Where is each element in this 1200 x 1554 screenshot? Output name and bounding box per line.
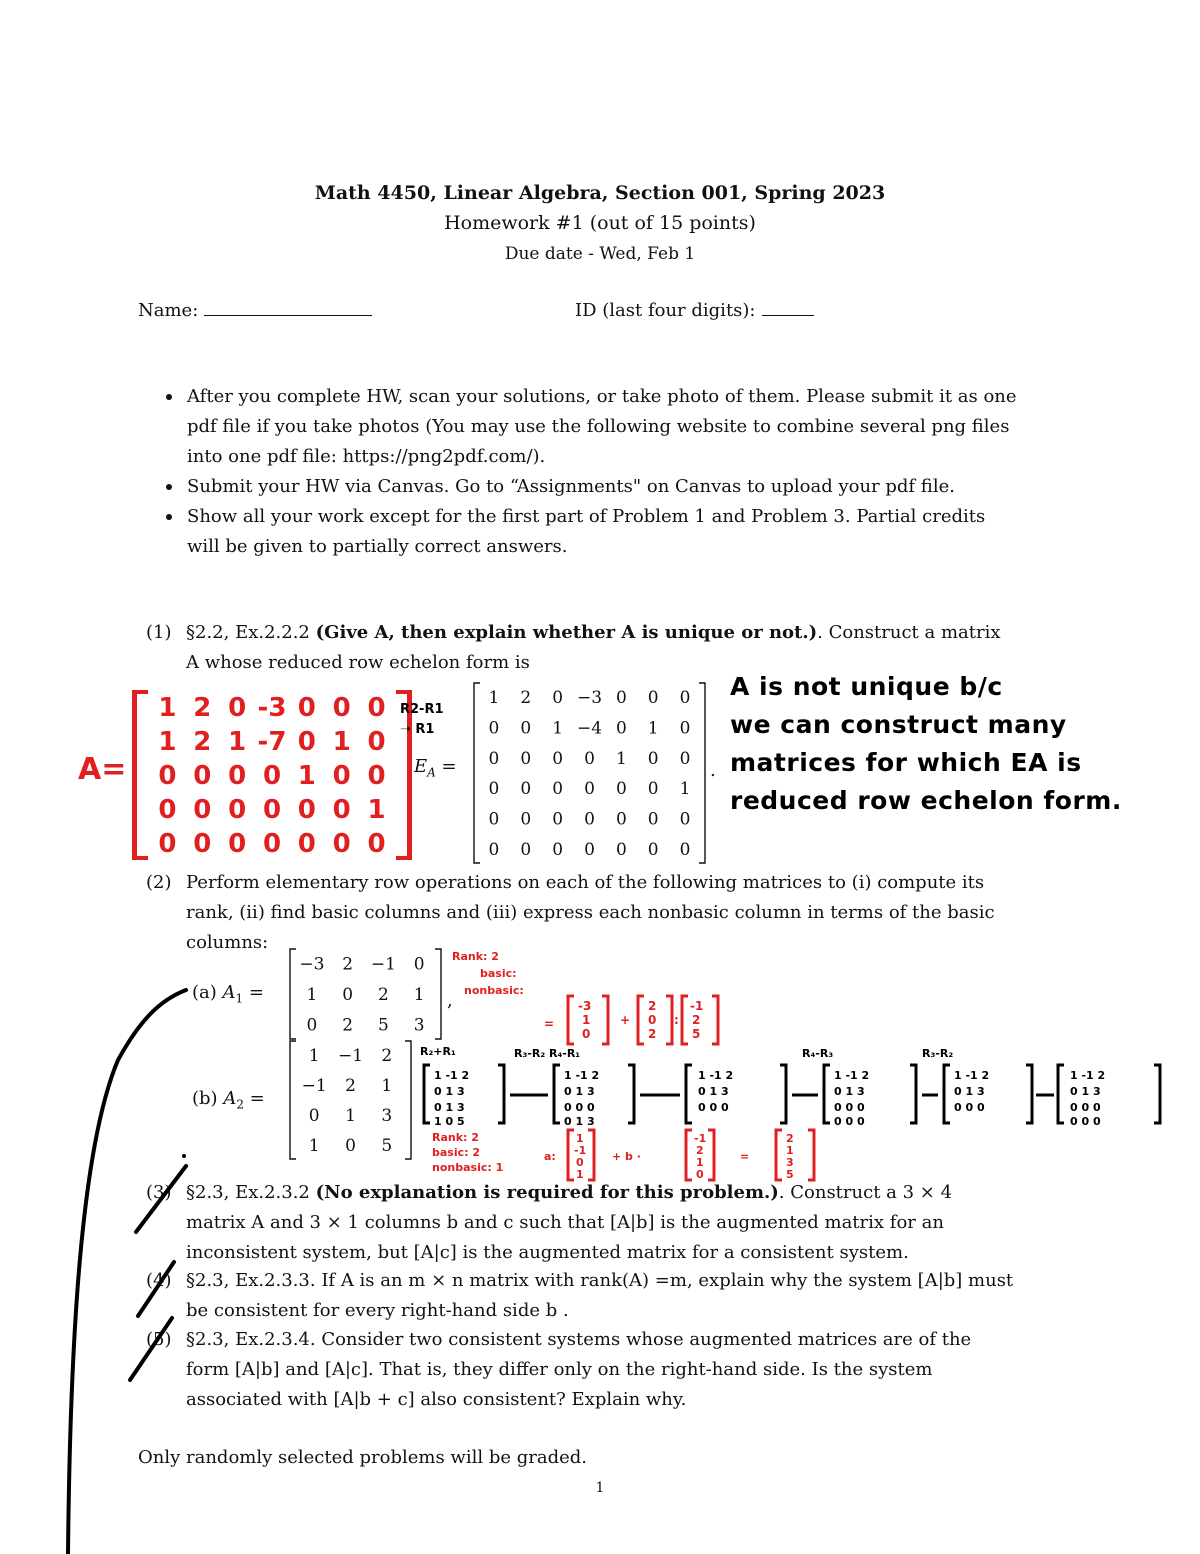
matrix-entry: -3 [257, 693, 287, 724]
matrix-entry: −3 [576, 688, 603, 709]
page-title: Math 4450, Linear Algebra, Section 001, Spring 2023 [314, 182, 886, 204]
svg-text:0 1 3: 0 1 3 [954, 1085, 985, 1098]
matrix-entry: 0 [615, 839, 627, 860]
matrix-entry: 0 [520, 779, 532, 800]
matrix-entry: 0 [679, 688, 691, 709]
matrix-entry: 0 [647, 809, 659, 830]
svg-text:+: + [620, 1013, 631, 1027]
matrix-entry: 0 [488, 779, 500, 800]
svg-text:0 0 0: 0 0 0 [954, 1101, 985, 1114]
matrix-entry: 1 [679, 779, 691, 800]
matrix-entry: 2 [520, 688, 532, 709]
problem-5: (5) §2.3, Ex.2.3.4. Consider two consistent systems whose augmented matrices are of the form [A|b] and [A|c]. That is, they differ only on the right-hand side. Is the system associated with [A|b + c] also consistent? Explain why. [146, 1329, 972, 1410]
homework-page: Math 4450, Linear Algebra, Section 001, Spring 2023 Homework #1 (out of 15 points) Due date - Wed, Feb 1 Name: ID (last four digits): After you complete HW, scan your solutions, or take photo of them. Please submit it as one pdf file if you take photos (You may use the following website to combine several png files into one pdf file: https://png2pdf.com/). Submit your HW via Canvas. Go to “Assignments" on Canvas to upload your pdf file. Show all your work except for the first part of Problem 1 and Problem 3. Partial credits will be given to partially correct answers. (1) §2.2, Ex.2.2.2 (Give A, then explain whether A is unique or not.). Construct a matrix A whose reduced row echelon form is $E_A$ = 1 2 0 −3 0 0 0 0 0 1 −4 0 1 0 0 0 0 0 1 0 0 0 0 0 0 0 0 1 0 0 0 0 0 0 0 0 0 0 0 0 0 0 . (2) Perform elementary row operations on each of the following matrices to (i) compute its rank, (ii) find basic columns and (iii) express each nonbasic column in terms of the basic columns: (a) $A_1$ = −3 2 −1 0 1 0 2 1 0 2 5 3 , (b) $A_2$ = 1 −1 2 −1 2 1 0 1 3 1 0 5 (3) §2.3, Ex.2.3.2 (No explanation is required for this problem.). Construct a 3 × 4 matrix A and 3 × 1 columns b and c such that [A|b] is the augmented matrix for an inconsistent system, but [A|c] is the augmented matrix for a consistent system. (4) §2.3, Ex.2.3.3. If A is an m × n matrix with rank(A) =m, explain why the system [A|b] must be consistent for every right-hand side b . (5) §2.3, Ex.2.3.4. Consider two consistent systems whose augmented matrices are of the form [A|b] and [A|c]. That is, they differ only on the right-hand side. Is the system associated with [A|b + c] also consistent? Explain why. Only randomly selected problems will be graded. 1 A= 1 2 0 -3 0 0 0 1 2 1 -7 0 1 0 0 0 0 0 1 0 0 0 0 0 0 0 0 1 0 0 0 0 0 0 0 R2-R1 ➝ R1 A is not unique b/c we can construct many matrices for which EA is reduced row echelon form. Rank: 2 basic: nonbasic: = -3 1 0 + 2 0 2 : -1 2 5 R₂+R₁ R₃-R₂ R₄-R₁ R₄-R₃ R₃-R₂ 1 -1 2 0 1 3 0 1 3 1 0 5 1 -1 2 0 1 3 0 0 0 0 1 3 1 -1 2 0 1 3 0 0 0 1 -1 2 0 1 3 0 0 0 0 0 0 1 -1 2 0 1 3 0 0 0 1 -1 2 0 1 3 0 0 0 0 0 0 Rank: 2 basic: 2 nonbasic: 1 a: 1 -1 0 1 + b · -1 2 1 0 = 2 1 3 5 [0, 0, 1200, 1554]
svg-text:-1: -1 [690, 999, 704, 1013]
svg-text:1: 1 [576, 1168, 584, 1181]
matrix-entry: 0 [647, 748, 659, 769]
matrix-entry: 0 [615, 688, 627, 709]
svg-text:1 0 5: 1 0 5 [434, 1115, 465, 1128]
matrix-entry: 0 [228, 761, 247, 792]
matrix-entry: 0 [367, 693, 386, 724]
matrix-entry: 0 [647, 779, 659, 800]
matrix-entry: 2 [377, 984, 389, 1005]
matrix-entry: 0 [297, 693, 316, 724]
matrix-entry: 3 [413, 1015, 425, 1036]
matrix-entry: −1 [301, 1075, 327, 1096]
matrix-entry: 1 [308, 1135, 320, 1156]
instruction-item: After you complete HW, scan your solutions, or take photo of them. Please submit it as one pdf file if you take photos (You may use the following website to combine several png files into one pdf file: https://png2pdf.com/). [160, 382, 1020, 472]
ea-label: $E_A$ = [414, 756, 457, 780]
matrix-entry: 0 [584, 748, 595, 769]
matrix-entry: 1 [615, 748, 627, 769]
due-date: Due date - Wed, Feb 1 [504, 244, 696, 264]
grading-note: Only randomly selected problems will be graded. [138, 1447, 588, 1468]
matrix-entry: 2 [193, 693, 212, 724]
matrix-entry: 0 [158, 795, 177, 826]
matrix-entry: 0 [488, 748, 500, 769]
matrix-entry: 5 [381, 1135, 393, 1156]
matrix-entry: 0 [615, 809, 627, 830]
id-label: ID (last four digits): [575, 300, 756, 321]
matrix-entry: 0 [332, 795, 351, 826]
matrix-entry: 0 [552, 748, 564, 769]
svg-text:0 1 3: 0 1 3 [434, 1101, 465, 1114]
matrix-entry: 0 [488, 718, 500, 739]
handwritten-a1-notes: Rank: 2 basic: nonbasic: [452, 950, 524, 997]
matrix-entry: 0 [584, 839, 595, 860]
svg-text:1 -1 2: 1 -1 2 [564, 1069, 600, 1082]
matrix-entry: 1 [413, 984, 425, 1005]
matrix-entry: −1 [337, 1045, 364, 1066]
matrix-entry: 1 [297, 761, 316, 792]
matrix-entry: 0 [308, 1105, 320, 1126]
matrix-entry: 0 [228, 829, 247, 860]
problem-1: (1) §2.2, Ex.2.2.2 (Give A, then explain whether A is unique or not.). Construct a matrix A whose reduced row echelon form is [146, 622, 1001, 673]
matrix-entry: 0 [679, 718, 691, 739]
a2-label: (b) $A_2$ = [192, 1088, 265, 1112]
handwritten-row-ops: R2-R1 ➝ R1 [400, 702, 444, 737]
svg-text:0 1 3: 0 1 3 [834, 1085, 865, 1098]
instruction-item: Show all your work except for the first part of Problem 1 and Problem 3. Partial credits will be given to partially correct answers. [160, 502, 1020, 562]
matrix-entry: 1 [228, 727, 247, 758]
svg-text:1: 1 [576, 1132, 584, 1145]
problem-3: (3) §2.3, Ex.2.3.2 (No explanation is required for this problem.). Construct a 3 × 4 matrix A and 3 × 1 columns b and c such that [A|b] is the augmented matrix for an inconsistent system, but [A|c] is the augmented matrix for a consistent system. [146, 1182, 953, 1263]
svg-text:0 1 3: 0 1 3 [564, 1085, 595, 1098]
matrix-entry: 0 [262, 795, 282, 826]
matrix-entry: 0 [228, 795, 247, 826]
svg-text:=: = [740, 1150, 750, 1163]
svg-text:1 -1 2: 1 -1 2 [1070, 1069, 1106, 1082]
matrix-entry: 0 [520, 718, 532, 739]
matrix-entry: 0 [262, 829, 282, 860]
problem-4: (4) §2.3, Ex.2.3.3. If A is an m × n matrix with rank(A) =m, explain why the system [A|b] must be consistent for every right-hand side b . [146, 1270, 1014, 1321]
matrix-entry: −4 [576, 718, 603, 739]
matrix-entry: 0 [158, 829, 177, 860]
matrix-entry: 0 [584, 809, 595, 830]
handwritten-answer-label: A= [78, 752, 127, 787]
svg-text:0: 0 [696, 1168, 704, 1181]
matrix-entry: 0 [584, 779, 595, 800]
svg-text:a:: a: [544, 1150, 556, 1163]
svg-text:-3: -3 [578, 999, 592, 1013]
svg-text:0 0 0: 0 0 0 [1070, 1101, 1101, 1114]
svg-text:1 -1 2: 1 -1 2 [434, 1069, 470, 1082]
instruction-item: Submit your HW via Canvas. Go to “Assignments" on Canvas to upload your pdf file. [160, 472, 1020, 502]
matrix-entry: 0 [332, 829, 351, 860]
svg-text:1: 1 [696, 1156, 704, 1169]
matrix-entry: 0 [367, 761, 386, 792]
svg-text:5: 5 [786, 1168, 794, 1181]
svg-text:+ b ·: + b · [612, 1150, 641, 1163]
matrix-entry: 1 [332, 727, 351, 758]
svg-text:0 1 3: 0 1 3 [434, 1085, 465, 1098]
problem-2: (2) Perform elementary row operations on each of the following matrices to (i) compute its rank, (ii) find basic columns and (iii) express each nonbasic column in terms of the basic columns: [146, 872, 995, 953]
matrix-entry: 2 [342, 1015, 354, 1036]
svg-text:2: 2 [648, 1027, 657, 1041]
matrix-entry: 0 [193, 761, 212, 792]
svg-text:2: 2 [692, 1013, 701, 1027]
matrix-entry: 1 [158, 727, 177, 758]
matrix-entry: 1 [381, 1075, 393, 1096]
matrix-entry: 1 [488, 688, 500, 709]
svg-text:=: = [544, 1017, 555, 1031]
matrix-entry: 0 [297, 795, 316, 826]
svg-text:-1: -1 [694, 1132, 707, 1145]
matrix-entry: 0 [413, 954, 425, 975]
matrix-entry: 0 [367, 727, 386, 758]
handwritten-uniqueness-note: A is not unique b/c we can construct many matrices for which EA is reduced row echelon form. [730, 672, 1122, 815]
matrix-entry: 1 [552, 718, 564, 739]
svg-text:2: 2 [696, 1144, 704, 1157]
matrix-entry: 1 [345, 1105, 356, 1126]
matrix-entry: 1 [306, 984, 318, 1005]
homework-subtitle: Homework #1 (out of 15 points) [444, 212, 756, 234]
matrix-entry: 0 [552, 779, 564, 800]
matrix-entry: 1 [158, 693, 177, 724]
matrix-entry: 0 [520, 748, 532, 769]
matrix-entry: 0 [488, 809, 500, 830]
matrix-entry: 0 [306, 1015, 318, 1036]
matrix-entry: 3 [381, 1105, 393, 1126]
svg-text:0: 0 [582, 1027, 591, 1041]
matrix-entry: 2 [193, 727, 212, 758]
svg-text:-1: -1 [574, 1144, 587, 1157]
svg-text:1: 1 [786, 1144, 794, 1157]
page-number: 1 [595, 1480, 605, 1496]
matrix-entry: 5 [377, 1015, 389, 1036]
matrix-entry: 0 [647, 688, 659, 709]
matrix-entry: 0 [262, 761, 282, 792]
matrix-entry: 1 [308, 1045, 320, 1066]
svg-text:0 1 3: 0 1 3 [564, 1115, 595, 1128]
matrix-entry: 0 [679, 748, 691, 769]
matrix-entry: 1 [647, 718, 659, 739]
matrix-entry: 0 [158, 761, 177, 792]
matrix-entry: 0 [297, 727, 316, 758]
svg-text:1 -1 2: 1 -1 2 [698, 1069, 734, 1082]
matrix-entry: 0 [193, 795, 212, 826]
svg-text:R₃-R₂ R₄-R₁: R₃-R₂ R₄-R₁ [514, 1047, 581, 1060]
matrix-entry: 0 [552, 809, 564, 830]
a1-label: (a) $A_1$ = [192, 982, 264, 1006]
matrix-entry: 2 [381, 1045, 393, 1066]
svg-text:0 0 0: 0 0 0 [564, 1101, 595, 1114]
matrix-entry: 0 [367, 829, 386, 860]
svg-text:3: 3 [786, 1156, 794, 1169]
svg-text:0 0 0: 0 0 0 [834, 1101, 865, 1114]
matrix-entry: 0 [297, 829, 316, 860]
matrix-entry: 0 [615, 718, 627, 739]
svg-text:0: 0 [648, 1013, 657, 1027]
matrix-entry: 0 [552, 688, 564, 709]
svg-text:1 -1 2: 1 -1 2 [834, 1069, 870, 1082]
name-label: Name: [138, 300, 199, 321]
matrix-entry: 0 [679, 809, 691, 830]
matrix-entry: 0 [520, 839, 532, 860]
svg-text:2: 2 [648, 999, 657, 1013]
matrix-entry: 0 [332, 693, 351, 724]
svg-text:0 0 0: 0 0 0 [834, 1115, 865, 1128]
svg-text::: : [674, 1013, 679, 1027]
matrix-entry: 0 [345, 1135, 356, 1156]
svg-text:0 0 0: 0 0 0 [698, 1101, 729, 1114]
matrix-entry: −1 [370, 954, 396, 975]
svg-text:R₄-R₃: R₄-R₃ [802, 1047, 834, 1060]
svg-text:1: 1 [582, 1013, 591, 1027]
matrix-entry: 0 [647, 839, 659, 860]
matrix-entry: 0 [520, 809, 532, 830]
matrix-entry: 2 [345, 1075, 356, 1096]
matrix-entry: 1 [367, 795, 386, 826]
matrix-entry: 0 [228, 693, 247, 724]
svg-text:0: 0 [576, 1156, 584, 1169]
svg-text:5: 5 [692, 1027, 701, 1041]
svg-text:0 1 3: 0 1 3 [1070, 1085, 1101, 1098]
matrix-entry: 0 [488, 839, 500, 860]
matrix-entry: 0 [342, 984, 354, 1005]
matrix-entry: 0 [552, 839, 564, 860]
svg-text:2: 2 [786, 1132, 794, 1145]
matrix-entry: -7 [257, 727, 287, 758]
handwritten-a2-notes: Rank: 2 basic: 2 nonbasic: 1 [432, 1131, 504, 1174]
svg-text:0 0 0: 0 0 0 [1070, 1115, 1101, 1128]
svg-text:1 -1 2: 1 -1 2 [954, 1069, 990, 1082]
matrix-entry: 0 [332, 761, 351, 792]
svg-text:R₃-R₂: R₃-R₂ [922, 1047, 954, 1060]
matrix-entry: 0 [193, 829, 212, 860]
matrix-entry: 0 [615, 779, 627, 800]
svg-text:0 1 3: 0 1 3 [698, 1085, 729, 1098]
matrix-entry: 2 [342, 954, 354, 975]
matrix-entry: −3 [299, 954, 325, 975]
svg-text:R₂+R₁: R₂+R₁ [420, 1045, 456, 1058]
matrix-entry: 0 [679, 839, 691, 860]
